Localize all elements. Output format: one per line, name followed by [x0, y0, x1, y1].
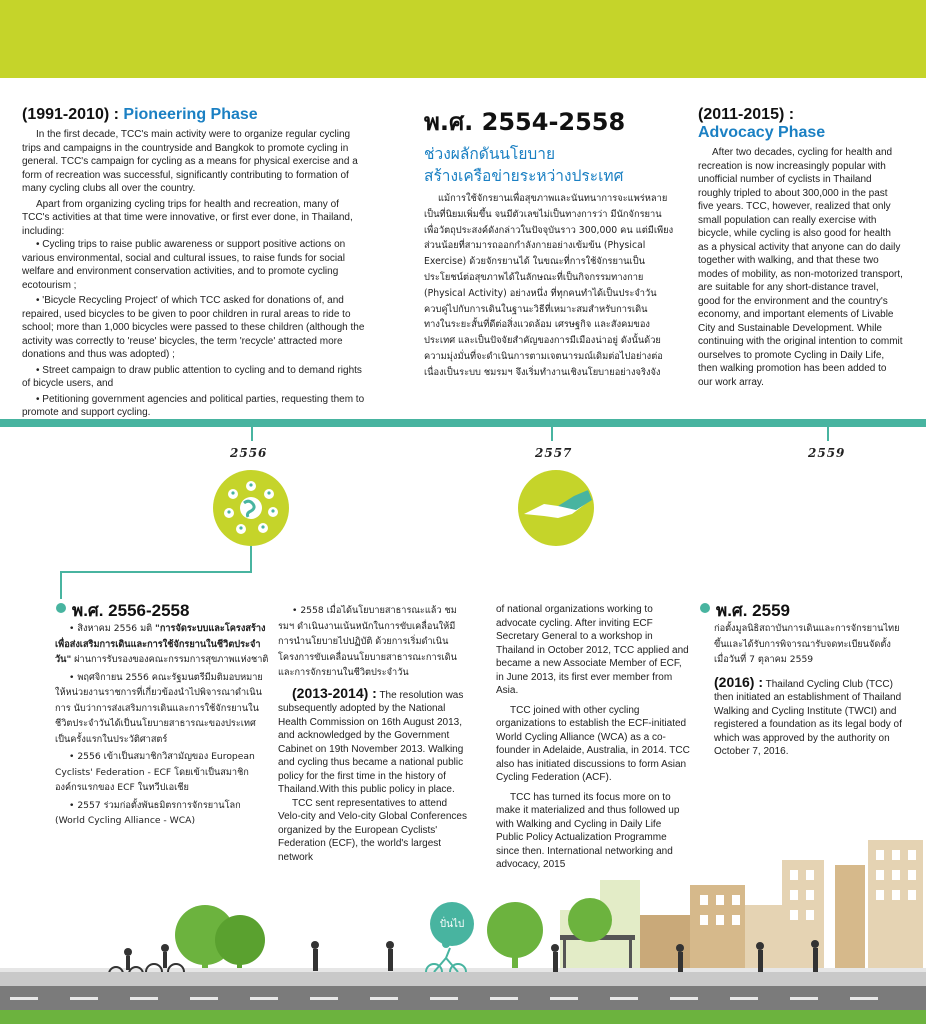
- pioneering-bullet-2: • 'Bicycle Recycling Project' of which TCC asked for donations of, and repaired, used bicycles to be given to poor children in rural areas to ride to school; more than 1,000 bicycles were passed to these children (although the activity was correctly to 'reuse' bicycles, the term 'recycle' attracted more donations and thus was adopted) ;: [22, 295, 365, 360]
- col1-bullet-4: • 2557 ร่วมก่อตั้งพันธมิตรการจักรยานโลก (World Cycling Alliance - WCA): [55, 799, 241, 826]
- timeline-tick-3: [827, 427, 829, 441]
- timeline-tick-2: [551, 427, 553, 441]
- policy-title: พ.ศ. 2554-2558: [424, 108, 626, 136]
- speech-bubble: ปั่นไป: [430, 902, 474, 946]
- policy-subtitle-1: ช่วงผลักดันนโยบาย: [424, 145, 556, 163]
- policy-body: แม้การใช้จักรยานเพื่อสุขภาพและนันทนาการจะแพร่หลายเป็นที่นิยมเพิ่มขึ้น จนมีตัวเลขไม่เป็นทางการว่า มีนักจักรยานเพื่อวัตถุประสงค์ดังกล่าวในปัจจุบันราว 300,000 คน แต่มีเพียงส่วนน้อยที่สามารถออกกำลังกายอย่างเข้มข้น (Physical Exercise) ด้วยจักรยานได้ ในขณะที่การใช้จักรยานเป็นประโยชน์ต่อสุขภาพได้ในลักษณะที่เป็นกิจกรรมทางกาย (Physical Activity) อย่างหนึ่ง ที่ทุกคนทำได้เป็นประจำวันควบคู่ไปกับการเดินในฐานะวิธีที่เหมาะสมสำหรับการเดินทางในระยะสั้นที่ดีต่อสิ่งแวดล้อม เศรษฐกิจ และสังคมของประเทศ และเป็นปัจจัยสำคัญของการมีเมืองน่าอยู่ ดังนั้นด้วยความมุ่งมั่นที่จะดำเนินการตามเจตนารมณ์เดิมต่อไปอย่างต่อเนื่องเป็นระบบ ชมรมฯ จึงเริ่มทำงานเชิงนโยบายอย่างจริงจัง: [424, 193, 674, 378]
- col4-year: (2016) :: [714, 673, 764, 690]
- connector-vertical: [250, 546, 252, 572]
- year-label-2559: 2559: [808, 446, 846, 460]
- timeline-bar: [0, 419, 926, 427]
- lane-dash: [190, 997, 218, 1000]
- connector-down: [60, 571, 62, 599]
- pioneering-para-1: In the first decade, TCC's main activity were to organize regular cycling trips and campaigns in the countryside and Bangkok to promote cycling in general. TCC's campaign for cycling as a means for physical exercise and a form of recreation was successful, significantly contributing to formation of many cycling clubs all over the country.: [22, 129, 358, 194]
- col4-thai: ก่อตั้งมูลนิธิสถาบันการเดินและการจักรยานไทยขึ้นและได้รับการพิจารณารับจดทะเบียนจัดตั้งเมื่อวันที่ 7 ตุลาคม 2559: [714, 623, 900, 665]
- pioneering-section: [22, 106, 367, 422]
- year-label-2557: 2557: [535, 446, 573, 460]
- sidewalk: [0, 972, 926, 986]
- pioneering-title: (1991-2010) : Pioneering Phase: [22, 106, 258, 123]
- timeline-tick-1: [251, 427, 253, 441]
- col2-year: (2013-2014) :: [292, 684, 377, 701]
- grass-strip: [0, 1010, 926, 1024]
- people-globe-icon: [213, 470, 289, 546]
- pioneering-bullet-1: • Cycling trips to raise public awareness or support positive actions on various environmental, social and cultural issues, to raise funds for social welfare and environment conservation activities, and to promote cycling ecotourism ;: [22, 239, 346, 291]
- pioneering-bullet-4: • Petitioning government agencies and political parties, requesting them to promote and support cycling.: [22, 393, 365, 418]
- col3-para-3: TCC has turned its focus more on to make it materialized and thus followed up with Walking and Cycling in Daily Life Public Policy Actualization Programme since then. International networking and advocacy, 2015: [496, 791, 680, 870]
- top-banner: [0, 0, 926, 78]
- advocacy-body: After two decades, cycling for health and recreation is now increasingly popular with unofficial number of cyclists in Thailand roughly tripled to about 300,000 in the past five years. TCC, however, realized that only small population can really exercise with bicycle, while cycling is also good for health as a physical activity that anyone can do daily together with walking, and that these two modes of mobility, as non-motorized transport, are suitable for any short-distance travel, good for the environment and the country's economy, and important elements of Livable City and Sustainable Development. While continuing with the original intention to commit ourselves to promote Cycling in Daily Life, then walking promotion has been added to our work array.: [698, 147, 903, 388]
- connector-horizontal: [60, 571, 252, 573]
- col4: [714, 621, 904, 759]
- col3-para-2: TCC joined with other cycling organizations to establish the ECF-initiated World Cycling Alliance (WCA) as a co-founder in Adelaide, Australia, in 2014. TCC also has initiated discussions to form Asian Cycling Federation (ACF).: [496, 704, 690, 783]
- lane-dash: [730, 997, 758, 1000]
- col1-bullet-3: • 2556 เข้าเป็นสมาชิกวิสามัญของ European Cyclists' Federation - ECF โดยเข้าเป็นสมาชิกองค์กรแรกของ ECF ในทวีปเอเชีย: [55, 751, 255, 793]
- advocacy-title-year: (2011-2015) :: [698, 106, 795, 123]
- col4-title: พ.ศ. 2559: [716, 601, 790, 620]
- lane-dash: [70, 997, 98, 1000]
- lane-dash: [430, 997, 458, 1000]
- lane-dash: [550, 997, 578, 1000]
- col4-eng: Thailand Cycling Club (TCC) then initiated an establishment of Thailand Walking and Cycling Institute (TWCI) and registered a foundation as its legal body of which was approved by the authority on October 7, 2016.: [714, 678, 902, 757]
- lane-dash: [610, 997, 638, 1000]
- advocacy-section: [698, 106, 903, 389]
- col3: [496, 603, 690, 872]
- col2: [278, 603, 468, 864]
- lane-dash: [790, 997, 818, 1000]
- bullet-dot-2559: [700, 603, 710, 613]
- lane-dash: [130, 997, 158, 1000]
- pioneering-para-2: Apart from organizing cycling trips for health and recreation, many of TCC's activities at that time were innovative, or first ever done, in Thailand, including:: [22, 198, 353, 237]
- pioneering-bullet-3: • Street campaign to draw public attention to cycling and to demand rights of bicycle users, and: [22, 364, 362, 389]
- lane-dash: [490, 997, 518, 1000]
- handshake-icon: [518, 470, 594, 546]
- col3-para-1: of national organizations working to advocate cycling. After inviting ECF Secretary General to a workshop in Thailand in October 2012, TCC applied and became a new Associate Member of ECF, in June 2013, its first ever member from Asia.: [496, 604, 689, 696]
- lane-dash: [310, 997, 338, 1000]
- lane-dash: [10, 997, 38, 1000]
- lane-dash: [850, 997, 878, 1000]
- col1-bullet-2: • พฤศจิกายน 2556 คณะรัฐมนตรีมีมติมอบหมายให้หน่วยงานราชการที่เกี่ยวข้องนำไปพิจารณาดำเนินการ นับว่าการส่งเสริมการเดินและการใช้จักรยานในชีวิตประจำวันได้เป็นนโยบายสาธารณะของประเทศเป็นครั้งแรกในประวัติศาสตร์: [55, 671, 263, 745]
- policy-section: [424, 102, 674, 381]
- col2-para-1: The resolution was subsequently adopted by the National Health Commission on 16th August 2013, and acknowledged by the Government Cabinet on 19th November 2013. Walking and cycling thus became a national public policy for the first time in the history of Thailand.With this public policy in place.: [278, 689, 464, 795]
- lane-dash: [670, 997, 698, 1000]
- col2-para-2: TCC sent representatives to attend Velo-city and Velo-city Global Conferences organized by the European Cyclists' Federation (ECF), the world's largest network: [278, 797, 467, 863]
- col1-title: พ.ศ. 2556-2558: [72, 601, 190, 620]
- col2-bullet-5: • 2558 เมื่อได้นโยบายสาธารณะแล้ว ชมรมฯ ดำเนินงานเน้นหนักในการขับเคลื่อนให้มีการนำนโยบายไปปฏิบัติ ด้วยการเริ่มดำเนินโครงการขับเคลื่อนนโยบายสาธารณะการเดินและการจักรยานในชีวิตประจำวัน: [278, 605, 457, 678]
- lane-dash: [370, 997, 398, 1000]
- year-label-2556: 2556: [230, 446, 268, 460]
- lane-dash: [250, 997, 278, 1000]
- col1-bullet-1: • สิงหาคม 2556 มติ "การจัดระบบและโครงสร้างเพื่อส่งเสริมการเดินและการใช้จักรยานในชีวิตประจำวัน" ผ่านการรับรองของคณะกรรมการสุขภาพแห่งชาติ: [55, 623, 269, 665]
- policy-subtitle-2: สร้างเครือข่ายระหว่างประเทศ: [424, 167, 624, 185]
- col1-body: [55, 621, 270, 831]
- bullet-dot: [56, 603, 66, 613]
- advocacy-title-phase: Advocacy Phase: [698, 124, 826, 141]
